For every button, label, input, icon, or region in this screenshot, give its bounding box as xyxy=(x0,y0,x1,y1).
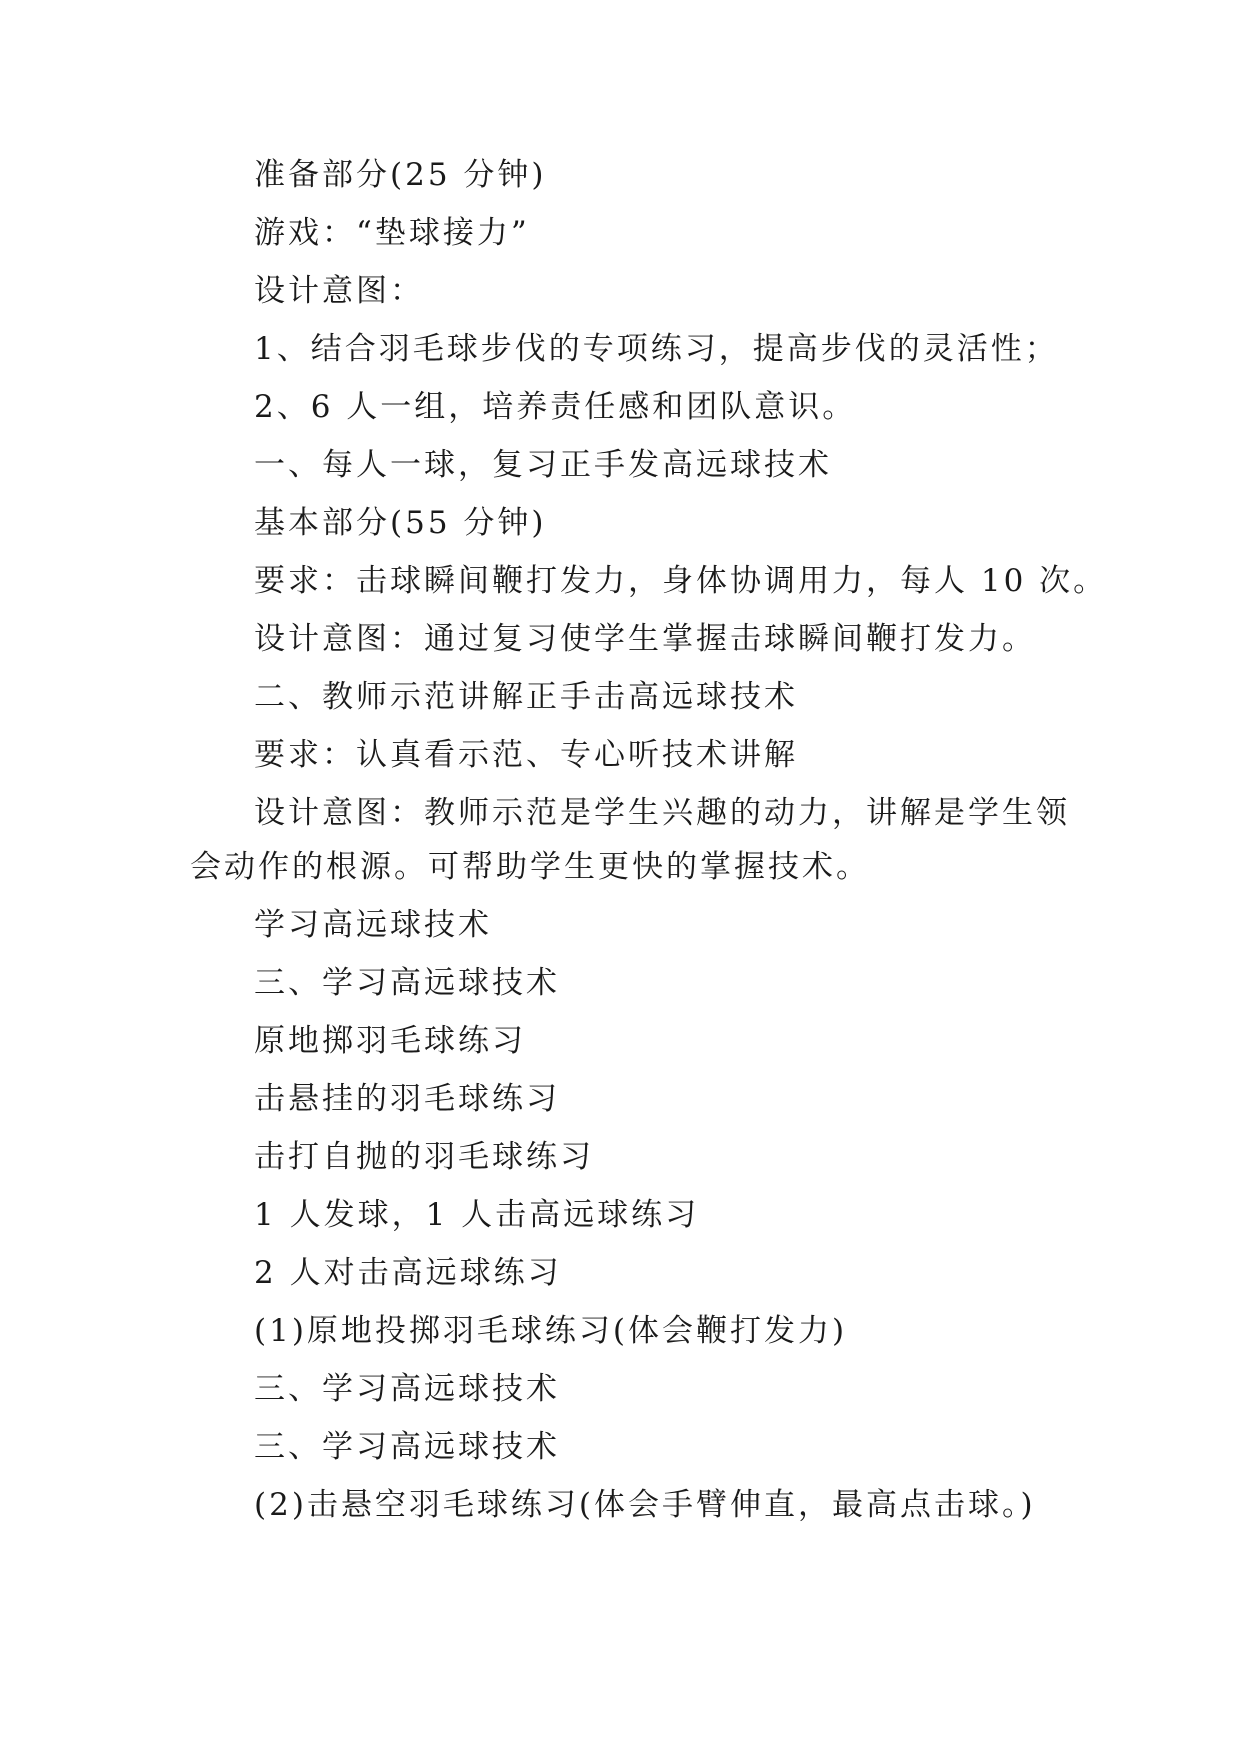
paragraph-line: (2)击悬空羽毛球练习(体会手臂伸直，最高点击球。) xyxy=(254,1487,1036,1523)
paragraph-line: 要求：认真看示范、专心听技术讲解 xyxy=(254,737,798,773)
paragraph-line: 2、6 人一组，培养责任感和团队意识。 xyxy=(254,389,857,425)
paragraph-line: 设计意图： xyxy=(254,273,424,309)
paragraph-line: 三、学习高远球技术 xyxy=(254,1371,560,1407)
paragraph-line: 一、每人一球，复习正手发高远球技术 xyxy=(254,447,832,483)
paragraph-line: 设计意图：通过复习使学生掌握击球瞬间鞭打发力。 xyxy=(254,621,1036,657)
paragraph-line: (1)原地投掷羽毛球练习(体会鞭打发力) xyxy=(254,1313,848,1349)
paragraph-line: 1、结合羽毛球步伐的专项练习，提高步伐的灵活性； xyxy=(254,331,1059,367)
paragraph-line: 要求：击球瞬间鞭打发力，身体协调用力，每人 10 次。 xyxy=(254,563,1108,599)
paragraph-line: 1 人发球，1 人击高远球练习 xyxy=(254,1197,700,1233)
paragraph-line: 原地掷羽毛球练习 xyxy=(254,1023,526,1059)
paragraph-line: 基本部分(55 分钟) xyxy=(254,505,547,541)
paragraph-line: 三、学习高远球技术 xyxy=(254,1429,560,1465)
paragraph-line: 2 人对击高远球练习 xyxy=(254,1255,562,1291)
paragraph-line: 二、教师示范讲解正手击高远球技术 xyxy=(254,679,798,715)
paragraph-line: 设计意图：教师示范是学生兴趣的动力，讲解是学生领 xyxy=(254,795,1070,831)
document-body xyxy=(190,157,1108,1546)
paragraph-line: 学习高远球技术 xyxy=(254,907,492,943)
paragraph-line: 游戏：“垫球接力” xyxy=(254,215,530,251)
paragraph-line: 准备部分(25 分钟) xyxy=(254,157,547,193)
paragraph-line: 三、学习高远球技术 xyxy=(254,965,560,1001)
paragraph-line-continuation: 会动作的根源。可帮助学生更快的掌握技术。 xyxy=(190,849,870,885)
paragraph-line: 击悬挂的羽毛球练习 xyxy=(254,1081,560,1117)
paragraph-line: 击打自抛的羽毛球练习 xyxy=(254,1139,594,1175)
